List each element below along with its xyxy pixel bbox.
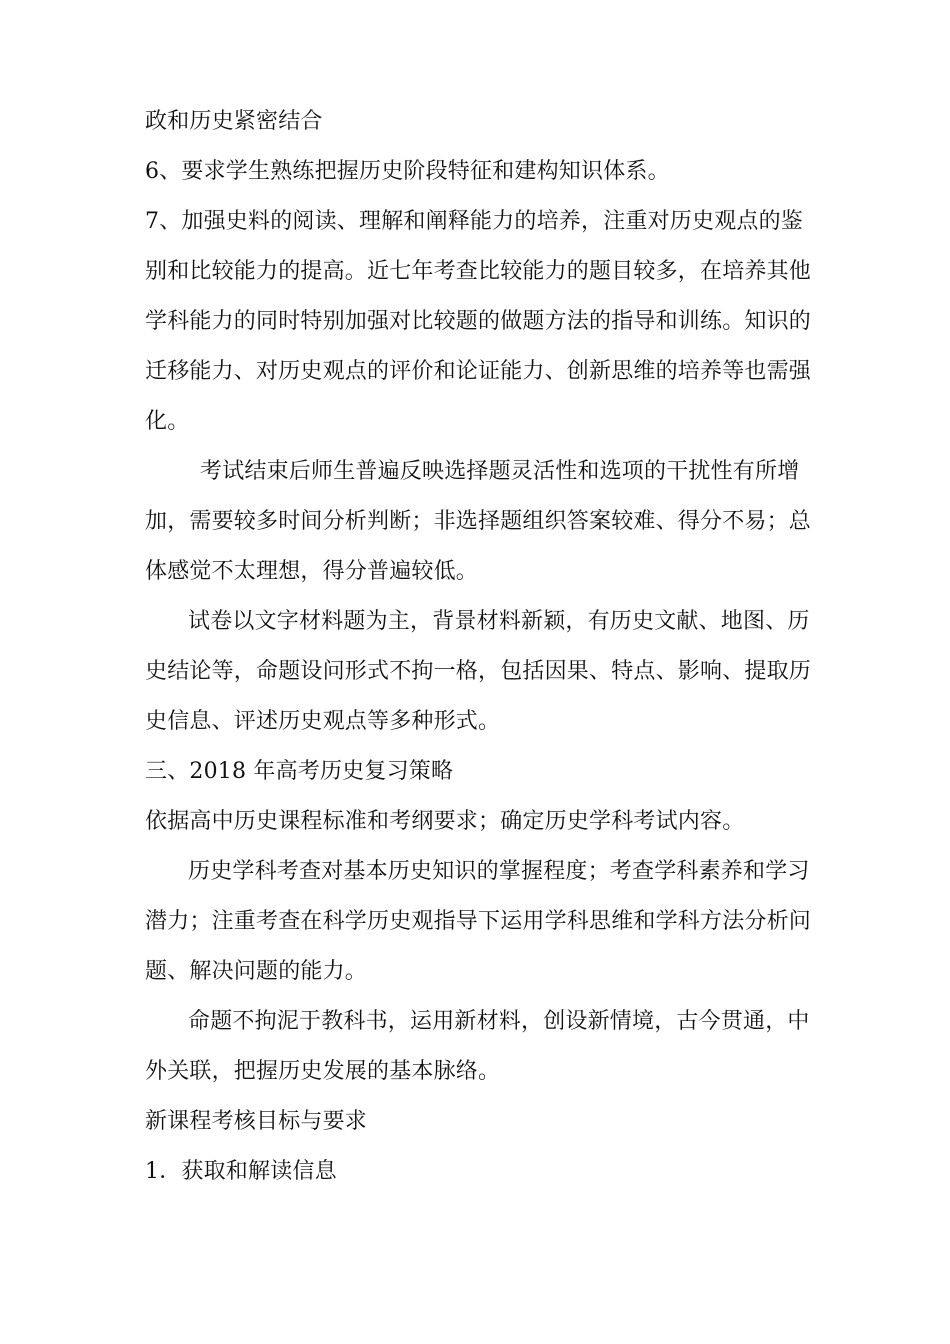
section-heading: 三、2018 年高考历史复习策略 (145, 759, 454, 784)
text-line: 别和比较能力的提高。近七年考查比较能力的题目较多，在培养其他 (145, 259, 812, 284)
text-line: 题、解决问题的能力。 (145, 959, 368, 984)
paragraph-start: 考试结束后师生普遍反映选择题灵活性和选项的干扰性有所增 (200, 459, 800, 484)
text-line: 加，需要较多时间分析判断；非选择题组织答案较难、得分不易；总 (145, 509, 812, 534)
list-item-7: 7、加强史料的阅读、理解和阐释能力的培养，注重对历史观点的鉴 (145, 209, 803, 234)
text-line: 体感觉不太理想，得分普遍较低。 (145, 559, 479, 584)
text-line: 依据高中历史课程标准和考纲要求；确定历史学科考试内容。 (145, 809, 745, 834)
text-line: 史信息、评述历史观点等多种形式。 (145, 709, 501, 734)
list-item-6: 6、要求学生熟练把握历史阶段特征和建构知识体系。 (145, 159, 670, 184)
text-line: 政和历史紧密结合 (145, 109, 323, 134)
text-line: 化。 (145, 409, 190, 434)
text-line: 学科能力的同时特别加强对比较题的做题方法的指导和训练。知识的 (145, 309, 812, 334)
text-line: 外关联，把握历史发展的基本脉络。 (145, 1059, 501, 1084)
paragraph-start: 历史学科考查对基本历史知识的掌握程度；考查学科素养和学习 (188, 859, 810, 884)
text-line: 史结论等，命题设问形式不拘一格，包括因果、特点、影响、提取历 (145, 659, 812, 684)
text-line: 迁移能力、对历史观点的评价和论证能力、创新思维的培养等也需强 (145, 359, 812, 384)
subsection-heading: 新课程考核目标与要求 (145, 1109, 368, 1134)
paragraph-start: 试卷以文字材料题为主，背景材料新颖，有历史文献、地图、历 (188, 609, 810, 634)
text-line: 潜力；注重考查在科学历史观指导下运用学科思维和学科方法分析问 (145, 909, 812, 934)
list-item-1: 1．获取和解读信息 (145, 1159, 337, 1184)
paragraph-start: 命题不拘泥于教科书，运用新材料，创设新情境，古今贯通，中 (188, 1009, 810, 1034)
